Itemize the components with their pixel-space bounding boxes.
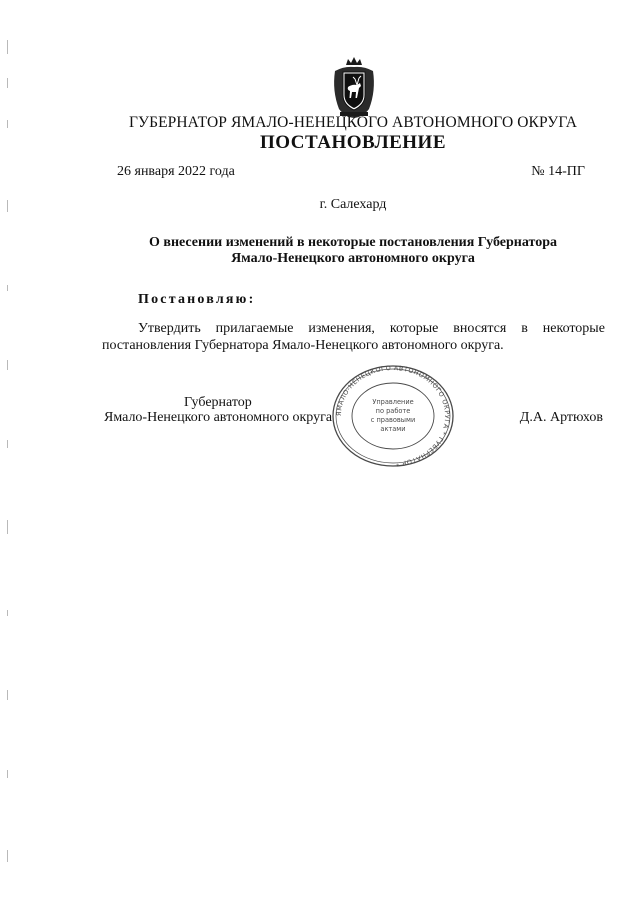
document-date: 26 января 2022 года — [117, 164, 235, 179]
body-word: прилагаемые — [215, 321, 294, 336]
document-subject — [100, 235, 606, 267]
seal-inner-line-3: с правовыми — [370, 416, 416, 424]
subject-line-1: О внесении изменений в некоторые постановления Губернатора — [149, 235, 557, 250]
body-word: изменения, — [308, 321, 375, 336]
seal-inner-line-1: Управление — [372, 398, 414, 406]
body-word: некоторые — [542, 321, 605, 336]
seal-inner-line-4: актами — [380, 425, 406, 433]
body-line-2: постановления Губернатора Ямало-Ненецкого автономного округа. — [102, 337, 504, 353]
coat-of-arms-icon — [331, 57, 377, 119]
body-word: Утвердить — [138, 321, 201, 336]
document-number: № 14-ПГ — [531, 164, 585, 179]
scan-edge-marks — [7, 0, 9, 905]
signer-name: Д.А. Артюхов — [519, 410, 603, 425]
signer-title-line-2: Ямало-Ненецкого автономного округа — [104, 410, 333, 425]
seal-inner-line-2: по работе — [375, 407, 411, 415]
issuing-authority: ГУБЕРНАТОР ЯМАЛО-НЕНЕЦКОГО АВТОНОМНОГО ОКРУГА — [128, 114, 578, 131]
signer-title-line-1: Губернатор — [184, 395, 252, 410]
body-word: в — [521, 321, 528, 336]
body-line-1 — [102, 321, 605, 338]
document-type: ПОСТАНОВЛЕНИЕ — [259, 132, 447, 153]
body-word: которые — [389, 321, 439, 336]
seal-outer-text: ЯМАЛО-НЕНЕЦКОГО АВТОНОМНОГО ОКРУГА * ГУБЕРНАТОР * — [334, 364, 452, 468]
decree-word: Постановляю: — [138, 292, 256, 307]
document-city: г. Салехард — [319, 197, 387, 212]
body-word: вносятся — [453, 321, 507, 336]
body-paragraph — [102, 321, 605, 354]
subject-line-2: Ямало-Ненецкого автономного округа — [231, 251, 475, 266]
official-seal — [331, 364, 455, 468]
